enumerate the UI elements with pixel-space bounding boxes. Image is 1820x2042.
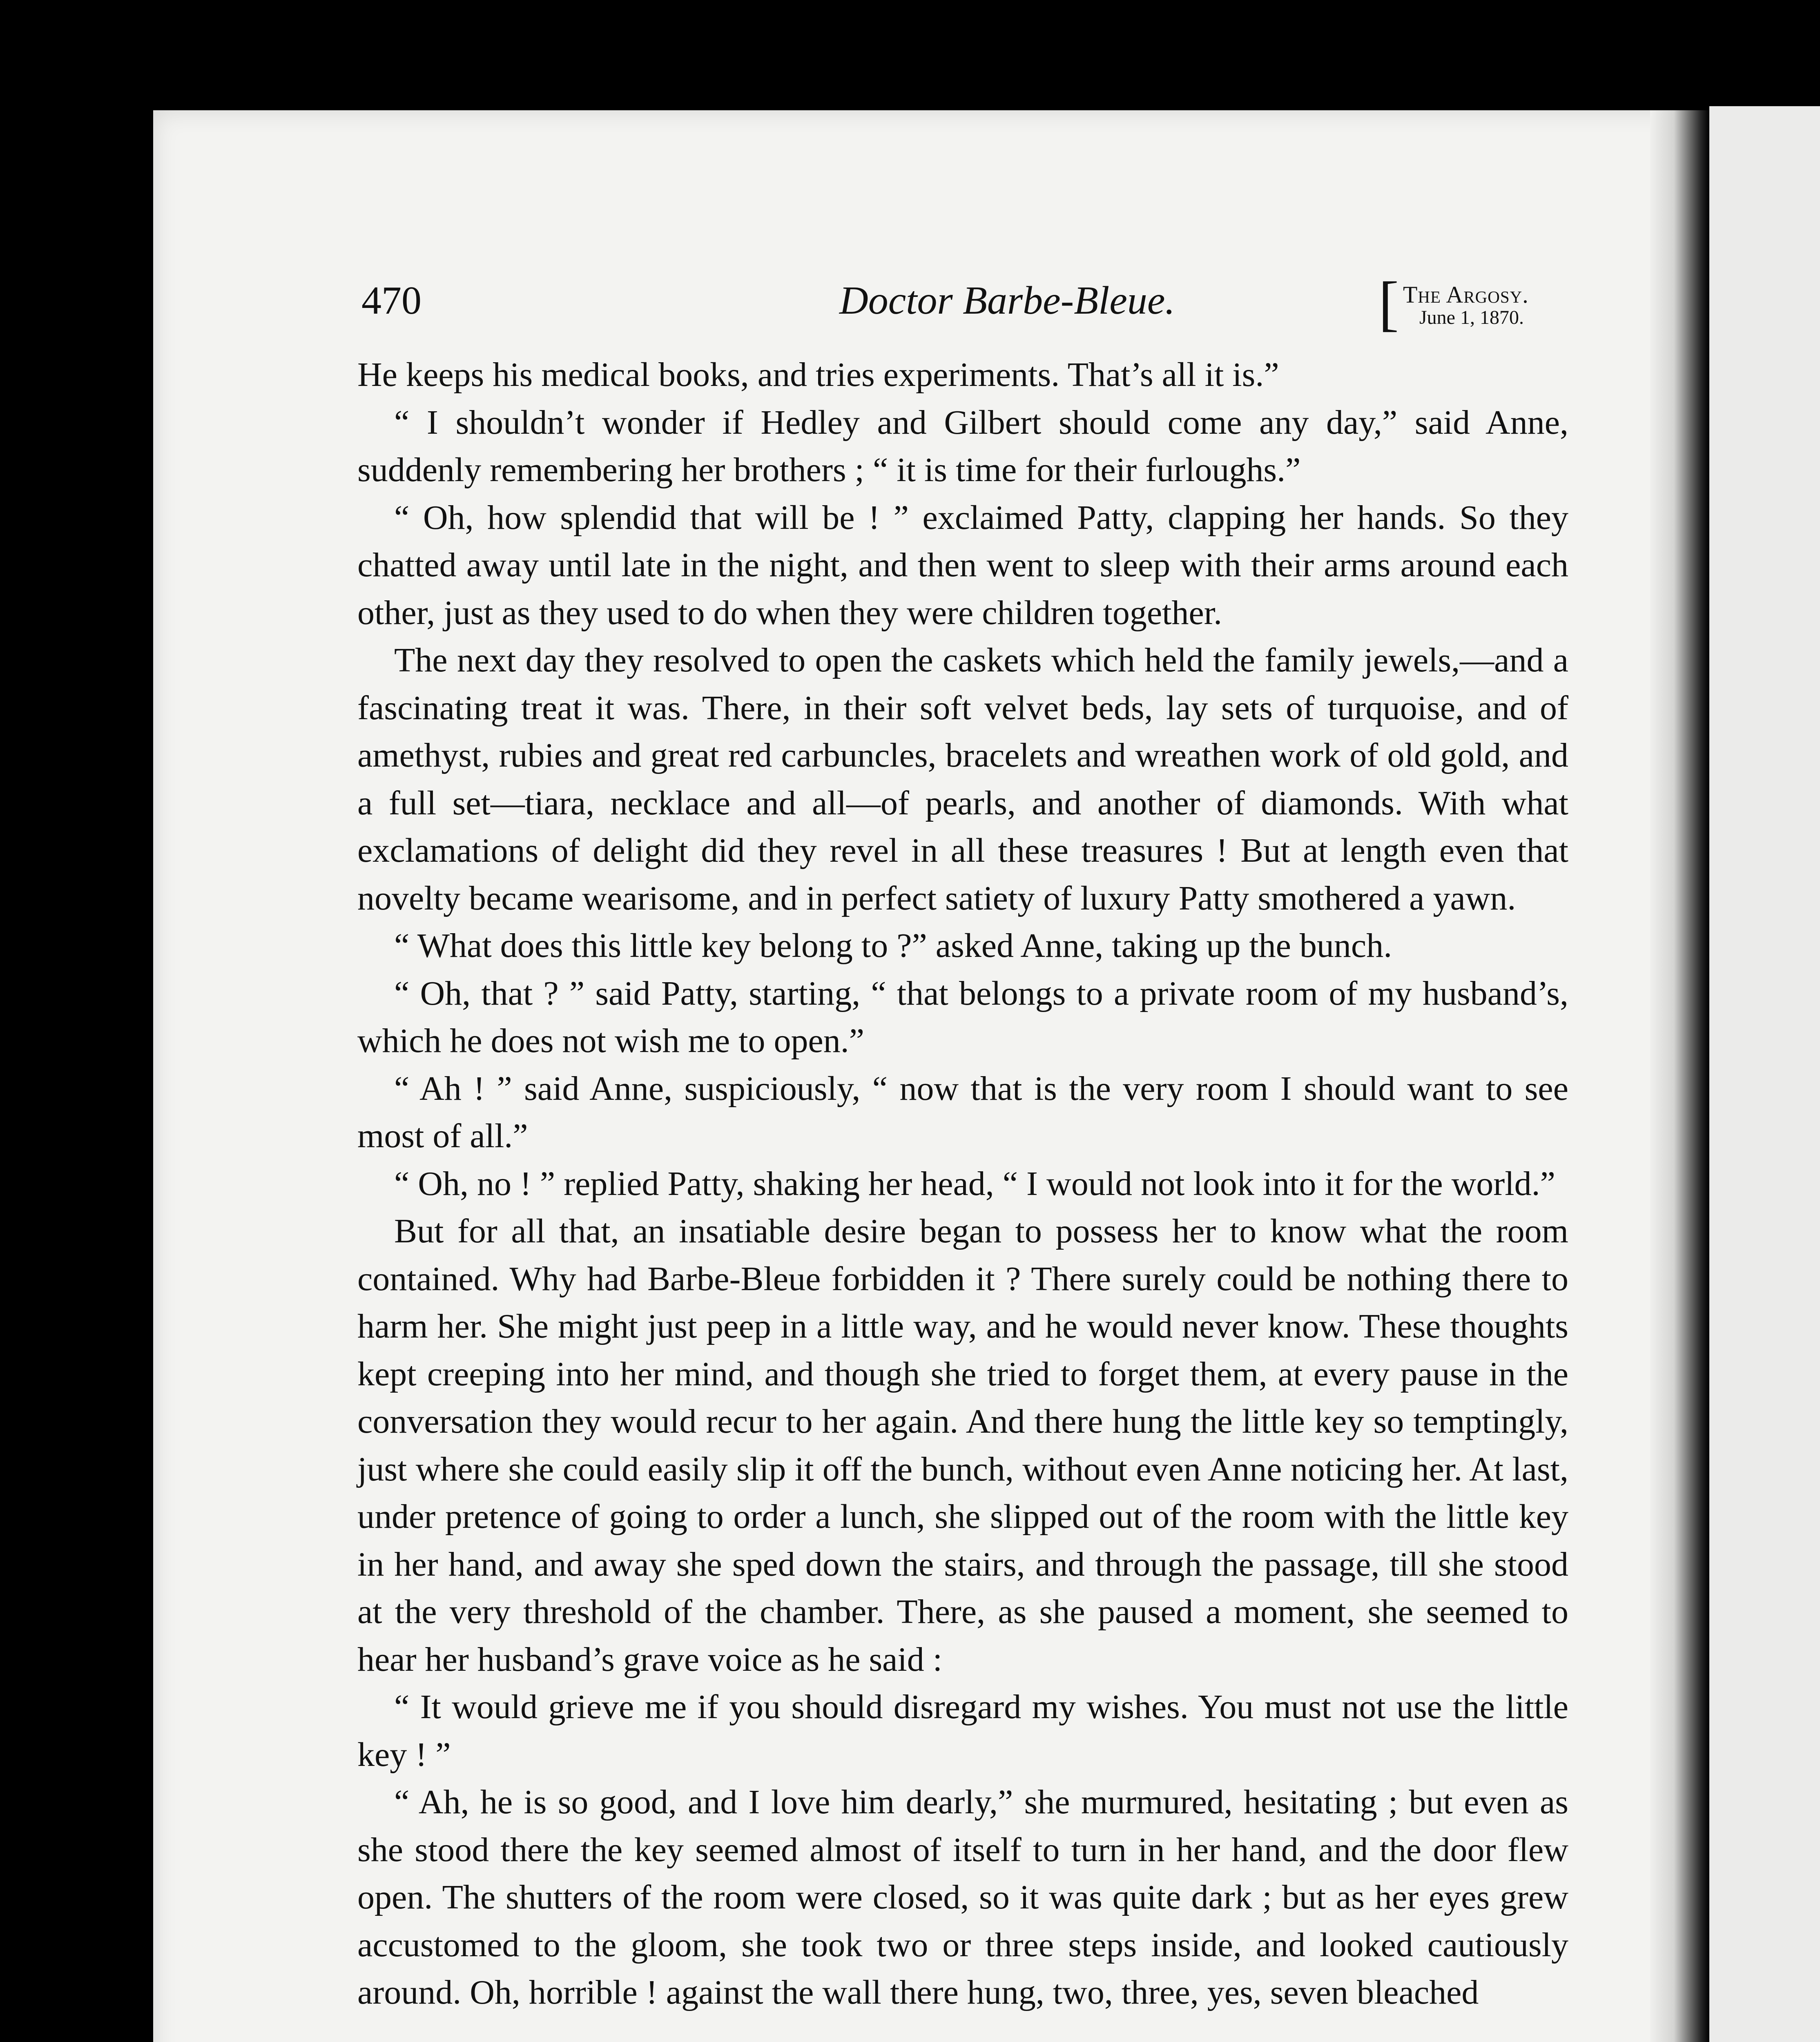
paragraph: He keeps his medical books, and tries experiments. That’s all it is.” bbox=[357, 356, 1279, 394]
issue-reference bbox=[1378, 270, 1591, 337]
paragraph: “ Ah ! ” said Anne, suspiciously, “ now that is the very room I should want to see most of all.” bbox=[357, 1069, 1568, 1155]
paragraph: “ It would grieve me if you should disregard my wishes. You must not use the little key ! ” bbox=[357, 1688, 1568, 1774]
paragraph: “ Oh, that ? ” said Patty, starting, “ that belongs to a private room of my husband’s, which he does not wish me to open.” bbox=[357, 974, 1568, 1060]
paragraph: But for all that, an insatiable desire began to possess her to know what the room contained. Why had Barbe-Bleue forbidden it ? There surely could be nothing there to harm her. She might just peep in a little way, and he would never know. These thoughts kept creeping into her mind, and though she tried to forget them, at every pause in the conversation they would recur to her again. And there hung the little key so temptingly, just where she could easily slip it off the bunch, without even Anne noticing her. At last, under pretence of going to order a lunch, she slipped out of the room with the little key in her hand, and away she sped down the stairs, and through the passage, till she stood at the very threshold of the chamber. There, as she paused a moment, she seemed to hear her husband’s grave voice as he said : bbox=[357, 1212, 1568, 1679]
facing-page-edge bbox=[1709, 106, 1820, 2042]
paragraph: “ Ah, he is so good, and I love him dearly,” she murmured, hesitating ; but even as she stood there the key seemed almost of itself to turn in her hand, and the door flew open. The shutters of the room were closed, so it was quite dark ; but as her eyes grew accustomed to the gloom, she took two or three steps inside, and looked cautiously around. Oh, horrible ! against the wall there hung, two, three, yes, seven bleached bbox=[357, 1783, 1568, 2011]
issue-date: June 1, 1870. bbox=[1419, 307, 1524, 328]
book-gutter bbox=[1650, 110, 1709, 2042]
page-number: 470 bbox=[361, 279, 422, 323]
paragraph: “ I shouldn’t wonder if Hedley and Gilbert should come any day,” said Anne, suddenly remembering her brothers ; “ it is time for their furloughs.” bbox=[357, 403, 1568, 489]
magazine-name: The Argosy. bbox=[1403, 281, 1529, 308]
paragraph: “ Oh, no ! ” replied Patty, shaking her head, “ I would not look into it for the world.” bbox=[394, 1164, 1555, 1203]
body-text bbox=[357, 351, 1568, 2017]
bracket-glyph: [ bbox=[1378, 270, 1399, 337]
running-title: Doctor Barbe-Bleue. bbox=[839, 279, 1175, 323]
paragraph: The next day they resolved to open the caskets which held the family jewels,—and a fascinating treat it was. There, in their soft velvet beds, lay sets of turquoise, and of amethyst, rubies and great red carbuncles, bracelets and wreathen work of old gold, and a full set—tiara, necklace and all—of pearls, and another of diamonds. With what exclamations of delight did they revel in all these treasures ! But at length even that novelty became wearisome, and in perfect satiety of luxury Patty smothered a yawn. bbox=[357, 641, 1568, 917]
paragraph: “ What does this little key belong to ?” asked Anne, taking up the bunch. bbox=[394, 927, 1392, 965]
paragraph: “ Oh, how splendid that will be ! ” exclaimed Patty, clapping her hands. So they chatted away until late in the night, and then went to sleep with their arms around each other, just as they used to do when they were children together. bbox=[357, 498, 1568, 632]
page-header bbox=[202, 270, 1583, 337]
